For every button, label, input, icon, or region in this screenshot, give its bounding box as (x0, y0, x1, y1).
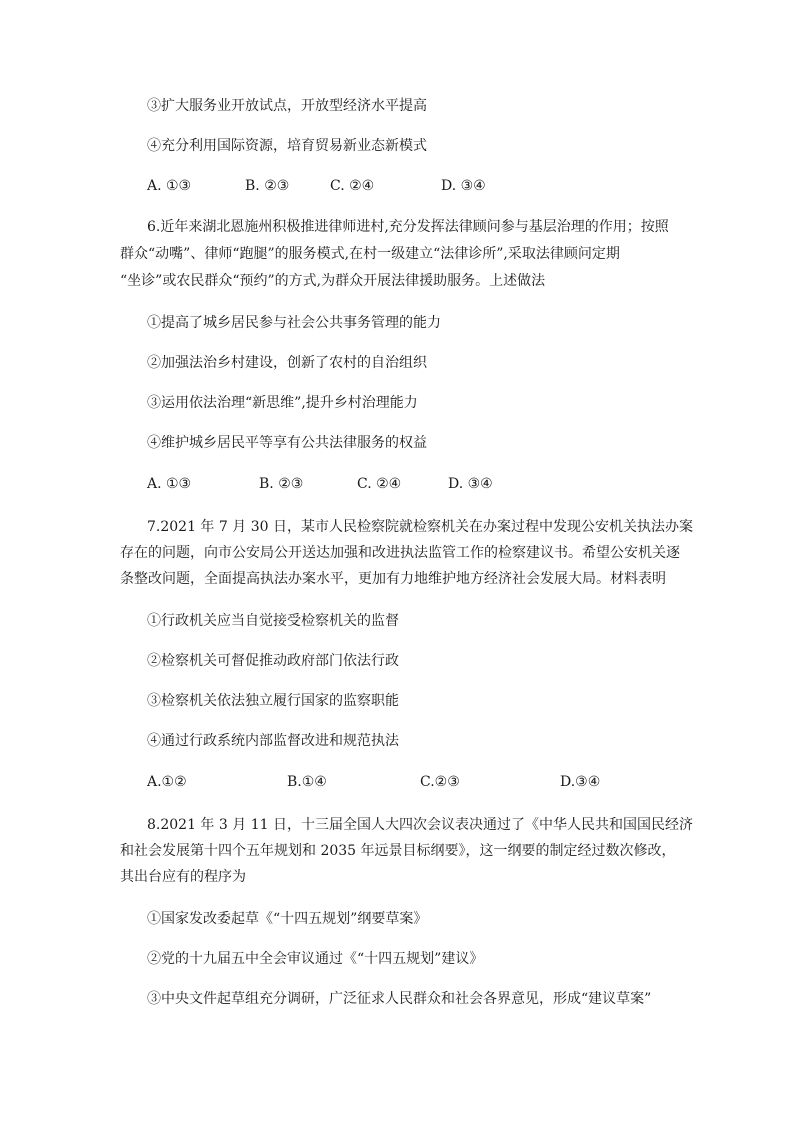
q6-item-4: ④维护城乡居民平等享有公共法律服务的权益 (147, 435, 427, 451)
q8-stem-line-1: 8.2021 年 3 月 11 日，十三届全国人大四次会议表决通过了《中华人民共和国国民经济 (147, 817, 693, 833)
q6-option-a[interactable]: A. ①③ (147, 476, 192, 492)
q8-item-3: ③中央文件起草组充分调研，广泛征求人民群众和社会各界意见，形成“建议草案” (147, 991, 652, 1007)
q7-item-3: ③检察机关依法独立履行国家的监察职能 (147, 693, 399, 709)
q6-item-3: ③运用依法治理“新思维”,提升乡村治理能力 (147, 395, 418, 411)
q7-option-c[interactable]: C.②③ (420, 774, 460, 790)
q5-item-3: ③扩大服务业开放试点，开放型经济水平提高 (147, 98, 427, 114)
q6-stem-line-1: 6.近年来湖北恩施州积极推进律师进村,充分发挥法律顾问参与基层治理的作用；按照 (147, 219, 669, 235)
q5-option-c[interactable]: C. ②④ (330, 178, 375, 194)
q6-option-b[interactable]: B. ②③ (259, 476, 304, 492)
q7-option-b[interactable]: B.①④ (287, 774, 327, 790)
q6-item-1: ①提高了城乡居民参与社会公共事务管理的能力 (147, 315, 441, 331)
q7-stem-line-2: 存在的问题，向市公安局公开送达加强和改进执法监管工作的检察建议书。希望公安机关逐 (120, 545, 680, 561)
q5-option-a[interactable]: A. ①③ (147, 178, 192, 194)
q6-stem-line-2: 群众“动嘴”、律师“跑腿”的服务模式,在村一级建立“法律诊所”,采取法律顾问定期 (120, 246, 620, 262)
q7-stem-line-3: 条整改问题，全面提高执法办案水平，更加有力地维护地方经济社会发展大局。材料表明 (120, 571, 666, 587)
q7-item-4: ④通过行政系统内部监督改进和规范执法 (147, 733, 399, 749)
q5-option-b[interactable]: B. ②③ (245, 178, 290, 194)
q7-item-2: ②检察机关可督促推动政府部门依法行政 (147, 653, 399, 669)
q7-option-a[interactable]: A.①② (147, 774, 187, 790)
q5-item-4: ④充分利用国际资源，培育贸易新业态新模式 (147, 138, 427, 154)
q8-stem-line-2: 和社会发展第十四个五年规划和 2035 年远景目标纲要》，这一纲要的制定经过数次修改， (120, 843, 676, 859)
q6-item-2: ②加强法治乡村建设，创新了农村的自治组织 (147, 355, 427, 371)
q6-option-c[interactable]: C. ②④ (357, 476, 402, 492)
q8-stem-line-3: 其出台应有的程序为 (120, 869, 246, 885)
q6-stem-line-3: “坐诊”或农民群众“预约”的方式,为群众开展法律援助服务。上述做法 (120, 273, 546, 289)
q6-option-d[interactable]: D. ③④ (448, 476, 493, 492)
q8-item-2: ②党的十九届五中全会审议通过《“十四五规划”建议》 (147, 951, 484, 967)
q8-item-1: ①国家发改委起草《“十四五规划”纲要草案》 (147, 911, 428, 927)
q5-option-d[interactable]: D. ③④ (441, 178, 486, 194)
q7-item-1: ①行政机关应当自觉接受检察机关的监督 (147, 613, 399, 629)
q7-stem-line-1: 7.2021 年 7 月 30 日，某市人民检察院就检察机关在办案过程中发现公安机关执法办案 (147, 519, 693, 535)
q7-option-d[interactable]: D.③④ (560, 774, 601, 790)
